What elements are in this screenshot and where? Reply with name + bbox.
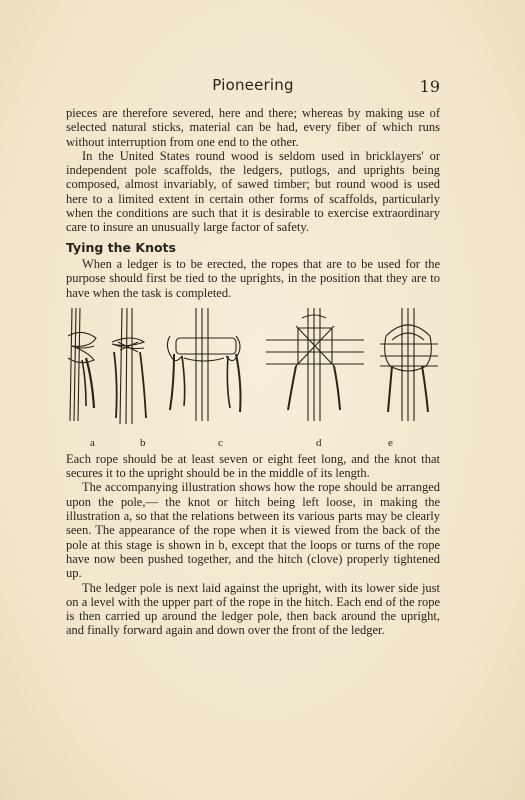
section-heading: Tying the Knots	[66, 239, 176, 255]
knot-c-drawing	[167, 308, 240, 421]
figure-label-d: d	[316, 436, 322, 449]
page-number: 19	[419, 77, 440, 96]
paragraph-round-wood: In the United States round wood is seldom used in bricklayers' or independent pole scaffolds, the ledgers, putlogs, and uprights being composed, almost invariably, of sawed timber; but round wood is used here to a limited extent in certain other forms of scaffolds, particularly when the conditions are such that it is desirable to exercise extraordinary care to insure an unusually large factor of safety.	[66, 148, 440, 235]
page-body	[66, 106, 440, 638]
knot-b-drawing	[112, 308, 146, 424]
paragraph-illustration-explanation: The accompanying illustration shows how the rope should be arranged upon the pole,— the knot or hitch being left loose, in making the illustration a, so that the relations between its various parts may be clearly seen. The appearance of the rope when it is viewed from the back of the pole at this stage is shown in b, except that the loops or turns of the rope have now been pushed together, and the hitch (clove) properly tightened up.	[66, 480, 440, 581]
figure-label-c: c	[218, 436, 223, 449]
figure-label-a: a	[90, 436, 95, 449]
paragraph-ledger-pole: The ledger pole is next laid against the upright, with its lower side just on a level with the upper part of the rope in the hitch. Each end of the rope is then carried up around the ledger pole, then back around the upright, and finally forward again and down over the front of the ledger.	[66, 580, 440, 638]
knot-drawings	[66, 306, 440, 436]
paragraph-ledger-erection: When a ledger is to be erected, the ropes that are to be used for the purpose should first be tied to the uprights, in the position that they are to have when the task is completed.	[66, 256, 440, 300]
knot-a-drawing	[68, 308, 96, 421]
page-header	[66, 76, 440, 98]
knot-e-drawing	[380, 308, 438, 421]
knot-d-drawing	[266, 308, 364, 421]
knot-illustration	[66, 306, 440, 448]
paragraph-continuation: pieces are therefore severed, here and there; whereas by making use of selected natural sticks, material can be had, every fiber of which runs without interruption from one end to the other.	[66, 106, 440, 149]
figure-label-e: e	[388, 436, 393, 449]
paragraph-rope-length: Each rope should be at least seven or eight feet long, and the knot that secures it to the upright should be in the middle of its length.	[66, 451, 440, 481]
figure-label-b: b	[140, 436, 146, 449]
running-head: Pioneering	[212, 76, 294, 94]
